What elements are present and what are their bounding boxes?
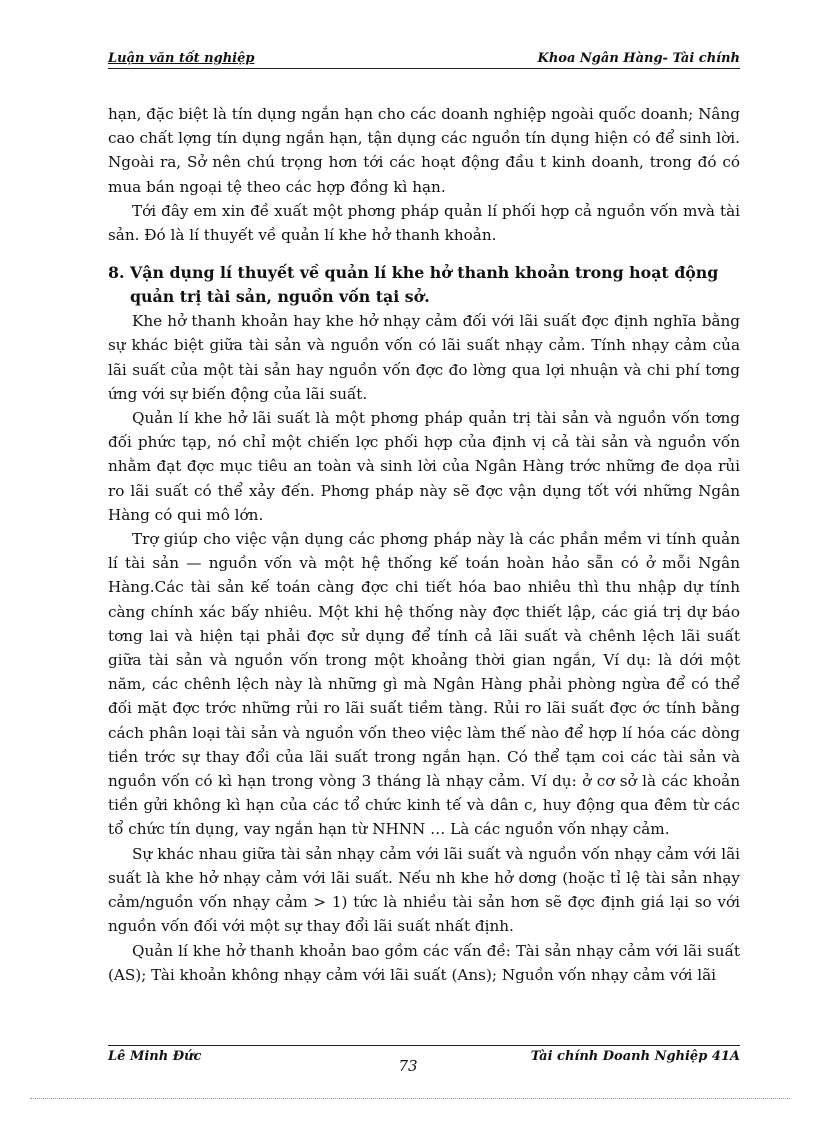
paragraph-3: Khe hở thanh khoản hay khe hở nhạy cảm đối với lãi suất đợc định nghĩa bằng sự khác biệt giữa tài sản và nguồn vốn có lãi suất nhạy cảm. Tính nhạy cảm của lãi suất của một tài sản hay nguồn vốn đợc đo lờng qua lợi nhuận và chi phí tơng ứng với sự biến động của lãi suất. bbox=[108, 312, 740, 403]
paragraph-7: Quản lí khe hở thanh khoản bao gồm các vấn đề: Tài sản nhạy cảm với lãi suất (AS); Tài khoản không nhạy cảm với lãi suất (Ans); Nguồn vốn nhạy cảm với lãi bbox=[108, 941, 740, 984]
header-faculty-label: Khoa Ngân Hàng- Tài chính bbox=[537, 51, 740, 66]
page-number: 73 bbox=[398, 1057, 418, 1075]
footer-divider bbox=[108, 1045, 740, 1046]
bottom-dotted-rule bbox=[30, 1098, 790, 1099]
page-content bbox=[108, 102, 740, 987]
paragraph-5: Trợ giúp cho việc vận dụng các phơng pháp này là các phần mềm vi tính quản lí tài sản — nguồn vốn và một hệ thống kế toán hoàn hảo sẵn có ở mỗi Ngân Hàng.Các tài sản kế toán càng đợc chi tiết hóa bao nhiêu thì thu nhập dự tính càng chính xác bấy nhiêu. Một khi hệ thống này đợc thiết lập, các giá trị dự báo tơng lai và hiện tại phải đợc sử dụng để tính cả lãi suất và chênh lệch lãi suất giữa tài sản và nguồn vốn trong một khoảng thời gian ngắn, Ví dụ: là dới một năm, các chênh lệch này là những gì mà Ngân Hàng phải phòng ngừa để có thể đối mặt đợc trớc những rủi ro lãi suất tiềm tàng. Rủi ro lãi suất đợc ớc tính bằng cách phân loại tài sản và nguồn vốn theo việc làm thế nào để hợp lí hóa các dòng tiền trớc sự thay đổi của lãi suất trong ngắn hạn. Có thể tạm coi các tài sản và nguồn vốn có kì hạn trong vòng 3 tháng là nhạy cảm. Ví dụ: ở cơ sở là các khoản tiền gửi không kì hạn của các tổ chức kinh tế và dân c, huy động qua đêm từ các tổ chức tín dụng, vay ngắn hạn từ NHNN … Là các nguồn vốn nhạy cảm. bbox=[108, 530, 740, 839]
paragraph-4: Quản lí khe hở lãi suất là một phơng pháp quản trị tài sản và nguồn vốn tơng đối phức tạp, nó chỉ một chiến lợc phối hợp của định vị cả tài sản và nguồn vốn nhằm đạt đợc mục tiêu an toàn và sinh lời của Ngân Hàng trớc những đe dọa rủi ro lãi suất có thể xảy đến. Phơng pháp này sẽ đợc vận dụng tốt với những Ngân Hàng có qui mô lớn. bbox=[108, 409, 740, 524]
section-heading: 8. Vận dụng lí thuyết về quản lí khe hở thanh khoản trong hoạt động quản trị tài sản, nguồn vốn tại sở. bbox=[108, 263, 719, 307]
footer-class: Tài chính Doanh Nghiệp 41A bbox=[530, 1049, 740, 1064]
header-thesis-label: Luận văn tốt nghiệp bbox=[108, 51, 255, 66]
page-header bbox=[108, 48, 740, 69]
footer-author: Lê Minh Đức bbox=[108, 1049, 202, 1064]
paragraph-2: Tới đây em xin đề xuất một phơng pháp quản lí phối hợp cả nguồn vốn mvà tài sản. Đó là lí thuyết về quản lí khe hở thanh khoản. bbox=[108, 201, 740, 245]
paragraph-6: Sự khác nhau giữa tài sản nhạy cảm với lãi suất và nguồn vốn nhạy cảm với lãi suất là khe hở nhạy cảm với lãi suất. Nếu nh khe hở dơng (hoặc tỉ lệ tài sản nhạy cảm/nguồn vốn nhạy cảm > 1) tức là nhiều tài sản hơn sẽ đợc định giá lại so với nguồn vốn đối với một sự thay đổi lãi suất nhất định. bbox=[108, 844, 740, 936]
paragraph-1: hạn, đặc biệt là tín dụng ngắn hạn cho các doanh nghiệp ngoài quốc doanh; Nâng cao chất lợng tín dụng ngắn hạn, tận dụng các nguồn tín dụng hiện có để sinh lời. Ngoài ra, Sở nên chú trọng hơn tới các hoạt động đầu t kinh doanh, trong đó có mua bán ngoại tệ theo các hợp đồng kì hạn. bbox=[108, 105, 740, 196]
